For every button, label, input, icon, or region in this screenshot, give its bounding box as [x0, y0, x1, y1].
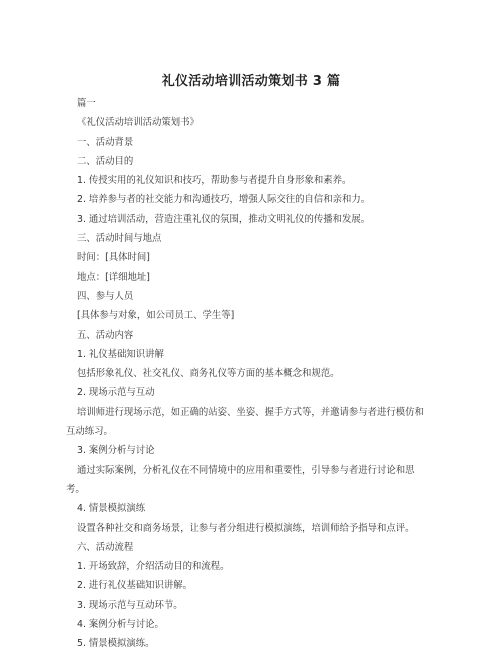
- content-item-1: 1. 礼仪基础知识讲解: [77, 348, 164, 360]
- process-item-3: 3. 现场示范与互动环节。: [77, 599, 183, 611]
- content-item-2-desc: 培训师进行现场示范，如正确的站姿、坐姿、握手方式等，并邀请参与者进行模仿和: [77, 406, 424, 418]
- section-label: 篇一: [77, 98, 96, 109]
- doc-subtitle: 《礼仪活动培训活动策划书》: [77, 117, 199, 129]
- purpose-item-1: 1. 传授实用的礼仪知识和技巧，帮助参与者提升自身形象和素养。: [77, 175, 352, 187]
- heading-participants: 四、参与人员: [77, 290, 134, 302]
- content-item-3-desc-cont: 考。: [66, 483, 85, 495]
- content-item-2-desc-cont: 互动练习。: [66, 426, 113, 438]
- time-line: 时间：[具体时间]: [77, 252, 150, 264]
- heading-purpose: 二、活动目的: [77, 155, 134, 167]
- content-item-1-desc: 包括形象礼仪、社交礼仪、商务礼仪等方面的基本概念和规范。: [77, 368, 340, 380]
- process-item-2: 2. 进行礼仪基础知识讲解。: [77, 580, 193, 592]
- document-title: 礼仪活动培训活动策划书 3 篇: [161, 74, 341, 89]
- content-item-4-desc: 设置各种社交和商务场景，让参与者分组进行模拟演练，培训师给予指导和点评。: [77, 522, 415, 534]
- content-item-2: 2. 现场示范与互动: [77, 387, 155, 399]
- content-item-3-desc: 通过实际案例，分析礼仪在不同情境中的应用和重要性，引导参与者进行讨论和思: [77, 464, 415, 476]
- document-body: [66, 94, 429, 654]
- process-item-4: 4. 案例分析与讨论。: [77, 619, 164, 631]
- heading-content: 五、活动内容: [77, 329, 134, 341]
- place-line: 地点：[详细地址]: [77, 271, 150, 283]
- heading-time-place: 三、活动时间与地点: [77, 233, 162, 245]
- content-item-3: 3. 案例分析与讨论: [77, 445, 155, 457]
- purpose-item-3: 3. 通过培训活动，营造注重礼仪的氛围，推动文明礼仪的传播和发展。: [77, 213, 371, 225]
- participants-line: [具体参与对象，如公司员工、学生等]: [77, 310, 235, 322]
- purpose-item-2: 2. 培养参与者的社交能力和沟通技巧，增强人际交往的自信和亲和力。: [77, 194, 371, 206]
- heading-background: 一、活动背景: [77, 136, 134, 148]
- content-item-4: 4. 情景模拟演练: [77, 503, 146, 515]
- process-item-5: 5. 情景模拟演练。: [77, 638, 155, 650]
- heading-process: 六、活动流程: [77, 541, 134, 553]
- process-item-1: 1. 开场致辞，介绍活动目的和流程。: [77, 561, 230, 573]
